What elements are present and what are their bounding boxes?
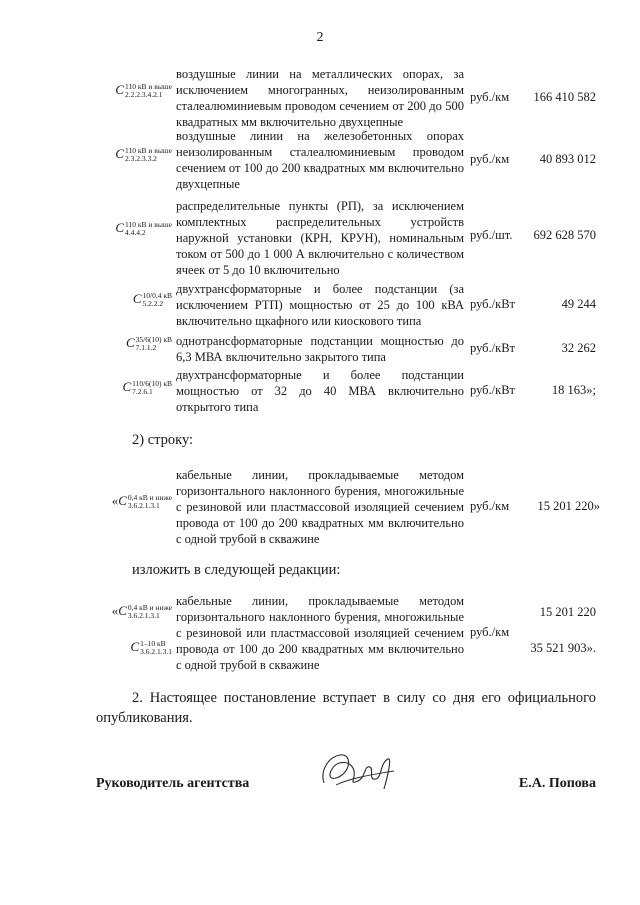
rate-description: воздушные линии на железобетонных опорах неизолированным сталеалюминиевым проводом сечением от 100 до 200 квадратных мм включительно двухцепные: [176, 129, 464, 191]
rate-value: 32 262: [561, 341, 596, 355]
rate-symbol: C: [118, 603, 127, 618]
rate-value: 15 201 220»: [537, 499, 600, 513]
rate-subscript: 3.6.2.1.3.1: [127, 501, 160, 511]
rate-description: однотрансформаторные подстанции мощностью до 6,3 МВА включительно закрытого типа: [176, 334, 464, 364]
rate-unit: руб./км: [470, 499, 510, 513]
rate-description: распределительные пункты (РП), за исключением комплектных распределительных устройств наружной установки (КРН, КРУН), номинальным током от 500 до 1 000 А включительно с количеством ячеек от 5 до 10 включительно: [176, 199, 464, 277]
rate-superscript: 10/0,4 кВ: [142, 291, 172, 301]
rate-subscript: 7.1.1.2: [135, 343, 157, 353]
rate-symbol: C: [132, 291, 142, 306]
rate-code: [96, 220, 172, 237]
rate-symbol: C: [122, 379, 132, 394]
signatory-title: Руководитель агентства: [96, 776, 250, 791]
rate-unit: руб./кВт: [470, 297, 516, 311]
rate-unit: руб./кВт: [470, 341, 516, 355]
rate-unit: руб./км: [470, 152, 510, 166]
rate-description: кабельные линии, прокладываемые методом горизонтального наклонного бурения, многожильные с резиновой или пластмассовой изоляцией сечением провода от 100 до 200 квадратных мм включительно с одной трубой в скважине: [176, 594, 464, 672]
rate-symbol: C: [125, 335, 135, 350]
rate-superscript: 0,4 кВ и ниже: [127, 603, 172, 613]
rate-symbol: C: [115, 82, 125, 97]
rate-value: 692 628 570: [533, 228, 596, 242]
rate-description: кабельные линии, прокладываемые методом горизонтального наклонного бурения, многожильные с резиновой или пластмассовой изоляцией сечением провода от 100 до 200 квадратных мм включительно с одной трубой в скважине: [176, 468, 464, 546]
rate-subscript: 5.2.2.2: [142, 299, 164, 309]
rate-value: 40 893 012: [539, 152, 596, 166]
signatory-name: Е.А. Попова: [518, 776, 596, 791]
rate-subscript: 4.4.4.2: [125, 228, 146, 238]
rate-code: [96, 335, 172, 352]
clause-heading: 2) строку:: [132, 432, 194, 448]
rate-value: 49 244: [561, 297, 596, 311]
rate-symbol: C: [115, 220, 125, 235]
rate-description: двухтрансформаторные и более подстанции мощностью от 32 до 40 МВА включительно открытого типа: [176, 368, 464, 414]
rate-value: 35 521 903».: [530, 641, 596, 655]
rate-unit: руб./км: [470, 90, 510, 104]
rate-code: [96, 82, 172, 99]
final-paragraph: 2. Настоящее постановление вступает в силу со дня его официального опубликования.: [96, 690, 596, 726]
rate-code: [96, 379, 172, 396]
rate-superscript: 110/6(10) кВ: [132, 379, 172, 389]
rate-symbol: C: [115, 146, 125, 161]
rate-value: 166 410 582: [533, 90, 596, 104]
clause-instruction: изложить в следующей редакции:: [132, 562, 341, 578]
rate-symbol: C: [130, 639, 140, 654]
rate-description: двухтрансформаторные и более подстанции (за исключением РТП) мощностью от 25 до 100 кВА включительно щкафного или киоскового типа: [176, 282, 464, 328]
handwritten-signature: [318, 745, 398, 797]
rate-subscript: 7.2.6.1: [132, 387, 153, 397]
rate-superscript: 110 кВ и выше: [125, 220, 172, 230]
rate-value: 18 163»;: [551, 383, 596, 397]
rate-superscript: 35/6(10) кВ: [135, 335, 172, 345]
quote-open: «: [111, 603, 119, 618]
rate-code: [96, 603, 172, 620]
rate-superscript: 110 кВ и выше: [125, 82, 172, 92]
rate-subscript: 3.6.2.1.3.1: [127, 611, 160, 621]
quote-open: «: [111, 493, 119, 508]
rate-superscript: 110 кВ и выше: [125, 146, 172, 156]
rate-code: [96, 493, 172, 510]
rate-description: воздушные линии на металлических опорах, за исключением многогранных, неизолированным сталеалюминиевым проводом сечением от 200 до 500 квадратных мм включительно двухцепные: [176, 67, 464, 129]
rate-unit: руб./км: [470, 625, 510, 639]
rate-symbol: C: [118, 493, 127, 508]
rate-value: 15 201 220: [539, 605, 596, 619]
rate-superscript: 0,4 кВ и ниже: [127, 493, 172, 503]
rate-code: [96, 146, 172, 163]
rate-subscript: 3.6.2.1.3.1: [140, 647, 172, 657]
rate-superscript: 1–10 кВ: [140, 639, 166, 649]
rate-subscript: 2.2.2.3.4.2.1: [125, 90, 163, 100]
rate-unit: руб./кВт: [470, 383, 516, 397]
rate-subscript: 2.3.2.3.3.2: [125, 154, 157, 164]
rate-unit: руб./шт.: [470, 228, 513, 242]
rate-code: [96, 639, 172, 656]
page-number: 2: [316, 30, 324, 45]
rate-code: [96, 291, 172, 308]
